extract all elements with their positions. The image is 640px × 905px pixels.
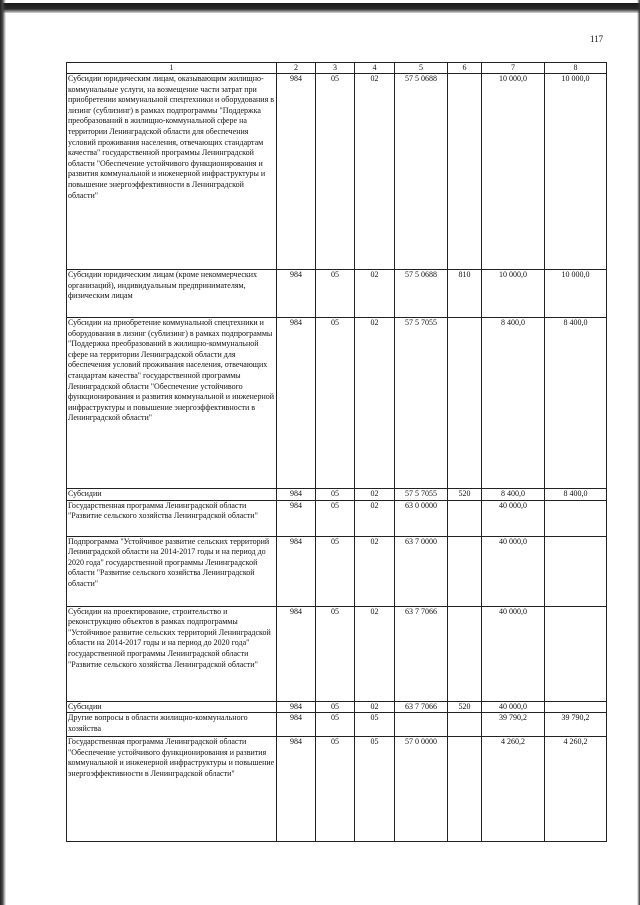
cell-amount-2: [545, 536, 607, 606]
cell-target-article: 57 5 7055: [395, 318, 448, 489]
cell-amount-1: 40 000,0: [482, 536, 545, 606]
cell-ministry: 984: [277, 270, 316, 318]
row-name: Государственная программа Ленинградской области "Развитие сельского хозяйства Ленинградской области": [67, 500, 277, 536]
cell-ministry: 984: [277, 536, 316, 606]
cell-expense-type: [448, 536, 482, 606]
cell-subsection: 02: [355, 536, 395, 606]
column-header: 6: [448, 63, 482, 74]
row-name: Субсидии юридическим лицам, оказывающим жилищно-коммунальные услуги, на возмещение части затрат при приобретении коммунальной спецтехники и оборудования в лизинг (сублизинг) в рамках подпрограммы "Поддержка преобразований в жилищно-коммунальной сфере на территории Ленинградской области для обеспечения условий проживания населения, отвечающих стандартам качества" государственной программы Ленинградской области "Обеспечение устойчивого функционирования и развития коммунальной и инженерной инфраструктуры и повышение энергоэффективности в Ленинградской области": [67, 74, 277, 270]
scan-edge-left: [0, 0, 6, 905]
cell-section: 05: [316, 270, 355, 318]
row-name: Другие вопросы в области жилищно-коммунального хозяйства: [67, 713, 277, 737]
cell-section: 05: [316, 318, 355, 489]
cell-target-article: 63 0 0000: [395, 500, 448, 536]
page-number: 117: [590, 34, 604, 44]
row-name: Субсидии юридическим лицам (кроме некоммерческих организаций), индивидуальным предпринимателям, физическим лицам: [67, 270, 277, 318]
cell-target-article: [395, 713, 448, 737]
cell-amount-2: 8 400,0: [545, 489, 607, 501]
cell-amount-1: 8 400,0: [482, 489, 545, 501]
cell-amount-2: 4 260,2: [545, 737, 607, 842]
cell-expense-type: [448, 500, 482, 536]
cell-ministry: 984: [277, 74, 316, 270]
cell-ministry: 984: [277, 606, 316, 701]
budget-table: [66, 62, 607, 842]
cell-subsection: 05: [355, 713, 395, 737]
cell-expense-type: [448, 737, 482, 842]
table-header-row: [67, 63, 607, 74]
cell-expense-type: [448, 318, 482, 489]
cell-amount-2: [545, 606, 607, 701]
column-header: 1: [67, 63, 277, 74]
table-row: [67, 536, 607, 606]
table-row: [67, 270, 607, 318]
table-row: [67, 500, 607, 536]
cell-amount-1: 10 000,0: [482, 270, 545, 318]
cell-expense-type: 520: [448, 489, 482, 501]
cell-ministry: 984: [277, 713, 316, 737]
row-name: Государственная программа Ленинградской области "Обеспечение устойчивого функционирования и развития коммунальной и инженерной инфраструктуры и повышение энергоэффективности в Ленинградской области": [67, 737, 277, 842]
cell-amount-1: 39 790,2: [482, 713, 545, 737]
scan-edge-top: [0, 3, 640, 13]
table-row: [67, 737, 607, 842]
cell-amount-1: 40 000,0: [482, 606, 545, 701]
cell-section: 05: [316, 701, 355, 713]
cell-subsection: 02: [355, 489, 395, 501]
cell-target-article: 63 7 7066: [395, 606, 448, 701]
cell-section: 05: [316, 713, 355, 737]
cell-target-article: 57 5 0688: [395, 74, 448, 270]
row-name: Субсидии: [67, 701, 277, 713]
cell-subsection: 02: [355, 500, 395, 536]
cell-target-article: 63 7 0000: [395, 536, 448, 606]
cell-amount-2: [545, 701, 607, 713]
cell-subsection: 02: [355, 701, 395, 713]
column-header: 8: [545, 63, 607, 74]
table-row: [67, 489, 607, 501]
cell-section: 05: [316, 74, 355, 270]
cell-section: 05: [316, 737, 355, 842]
cell-amount-1: 4 260,2: [482, 737, 545, 842]
table-row: [67, 713, 607, 737]
cell-amount-1: 40 000,0: [482, 701, 545, 713]
cell-target-article: 57 5 7055: [395, 489, 448, 501]
cell-subsection: 02: [355, 318, 395, 489]
cell-amount-1: 10 000,0: [482, 74, 545, 270]
cell-ministry: 984: [277, 318, 316, 489]
cell-section: 05: [316, 606, 355, 701]
cell-subsection: 02: [355, 74, 395, 270]
cell-ministry: 984: [277, 500, 316, 536]
cell-section: 05: [316, 536, 355, 606]
cell-subsection: 02: [355, 606, 395, 701]
cell-ministry: 984: [277, 737, 316, 842]
cell-target-article: 57 0 0000: [395, 737, 448, 842]
table-row: [67, 701, 607, 713]
row-name: Субсидии на приобретение коммунальной спецтехники и оборудования в лизинг (сублизинг) в рамках подпрограммы "Поддержка преобразований в жилищно-коммунальной сфере на территории Ленинградской области для обеспечения условий проживания населения, отвечающих стандартам качества" государственной программы Ленинградской области "Обеспечение устойчивого функционирования и развития коммунальной и инженерной инфраструктуры и повышение энергоэффективности в Ленинградской области": [67, 318, 277, 489]
cell-subsection: 02: [355, 270, 395, 318]
cell-amount-2: 10 000,0: [545, 74, 607, 270]
row-name: Субсидии: [67, 489, 277, 501]
column-header: 2: [277, 63, 316, 74]
cell-section: 05: [316, 500, 355, 536]
cell-expense-type: 520: [448, 701, 482, 713]
table-row: [67, 74, 607, 270]
row-name: Подпрограмма "Устойчивое развитие сельских территорий Ленинградской области на 2014-2017 годы и на период до 2020 года" государственной программы Ленинградской области "Развитие сельского хозяйства Ленинградской области": [67, 536, 277, 606]
column-header: 3: [316, 63, 355, 74]
cell-expense-type: 810: [448, 270, 482, 318]
cell-ministry: 984: [277, 701, 316, 713]
column-header: 5: [395, 63, 448, 74]
cell-amount-1: 40 000,0: [482, 500, 545, 536]
cell-amount-2: 8 400,0: [545, 318, 607, 489]
row-name: Субсидии на проектирование, строительство и реконструкцию объектов в рамках подпрограммы "Устойчивое развитие сельских территорий Ленинградской области на 2014-2017 годы и на период до 2020 года" государственной программы Ленинградской области "Развитие сельского хозяйства Ленинградской области": [67, 606, 277, 701]
column-header: 7: [482, 63, 545, 74]
cell-expense-type: [448, 713, 482, 737]
cell-amount-2: 10 000,0: [545, 270, 607, 318]
column-header: 4: [355, 63, 395, 74]
cell-ministry: 984: [277, 489, 316, 501]
cell-amount-2: 39 790,2: [545, 713, 607, 737]
table-row: [67, 606, 607, 701]
cell-section: 05: [316, 489, 355, 501]
cell-target-article: 63 7 7066: [395, 701, 448, 713]
cell-expense-type: [448, 74, 482, 270]
cell-target-article: 57 5 0688: [395, 270, 448, 318]
cell-amount-2: [545, 500, 607, 536]
cell-amount-1: 8 400,0: [482, 318, 545, 489]
table-row: [67, 318, 607, 489]
cell-expense-type: [448, 606, 482, 701]
cell-subsection: 05: [355, 737, 395, 842]
